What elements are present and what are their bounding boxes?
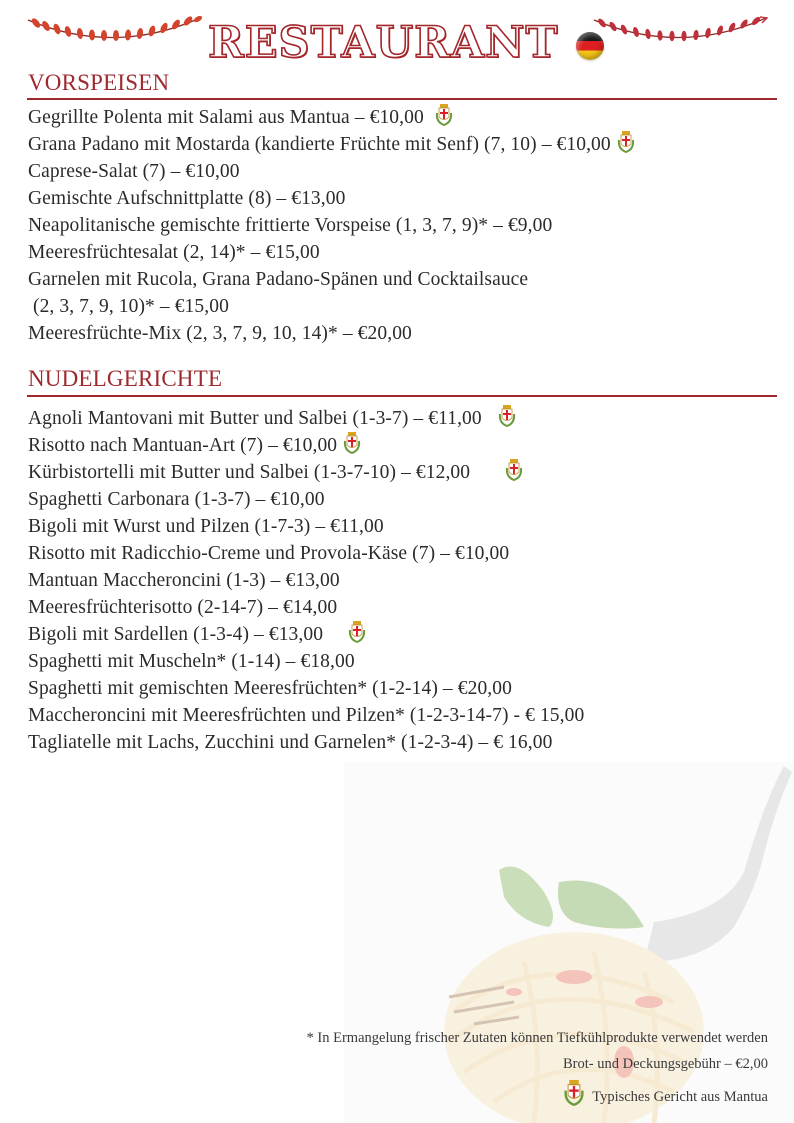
menu-item <box>28 131 636 158</box>
mantua-crest-icon <box>504 459 524 481</box>
menu-item <box>28 540 584 567</box>
menu-item-text: Bigoli mit Wurst und Pilzen (1-7-3) – €11,00 <box>28 516 384 537</box>
menu-item <box>28 158 636 185</box>
menu-list-vorspeisen <box>28 104 636 347</box>
menu-item <box>28 621 584 648</box>
menu-item-text: Meeresfrüchte-Mix (2, 3, 7, 9, 10, 14)* – €20,00 <box>28 323 412 344</box>
mantua-crest-icon <box>347 621 367 643</box>
cover-charge-note: Brot- und Deckungsgebühr – €2,00 <box>563 1056 768 1072</box>
menu-item-text: Gemischte Aufschnittplatte (8) – €13,00 <box>28 188 346 209</box>
menu-item-text: Maccheroncini mit Meeresfrüchten und Pilzen* (1-2-3-14-7) - € 15,00 <box>28 705 585 726</box>
menu-item <box>28 266 636 293</box>
menu-item <box>28 729 584 756</box>
menu-item <box>28 702 584 729</box>
menu-item <box>28 594 584 621</box>
menu-item-text: Mantuan Maccheroncini (1-3) – €13,00 <box>28 570 340 591</box>
menu-header <box>0 0 794 70</box>
section-divider <box>27 98 777 100</box>
menu-item-text: Risotto mit Radicchio-Creme und Provola-Käse (7) – €10,00 <box>28 543 510 564</box>
menu-item <box>28 486 584 513</box>
menu-item-text: Risotto nach Mantuan-Art (7) – €10,00 <box>28 435 338 456</box>
menu-item <box>28 185 636 212</box>
menu-item-text: Caprese-Salat (7) – €10,00 <box>28 161 240 182</box>
menu-item <box>28 239 636 266</box>
mantua-crest-icon <box>616 131 636 153</box>
menu-item <box>28 459 584 486</box>
menu-item-text: Spaghetti mit Muscheln* (1-14) – €18,00 <box>28 651 355 672</box>
menu-item <box>28 405 584 432</box>
menu-item <box>28 513 584 540</box>
section-heading-nudelgerichte: NUDELGERICHTE <box>28 366 223 391</box>
menu-item-text: Meeresfrüchterisotto (2-14-7) – €14,00 <box>28 597 338 618</box>
menu-item-text: Meeresfrüchtesalat (2, 14)* – €15,00 <box>28 242 320 263</box>
legend-label: Typisches Gericht aus Mantua <box>592 1089 768 1105</box>
section-divider <box>27 395 777 397</box>
menu-item-text: Spaghetti mit gemischten Meeresfrüchten* (1-2-14) – €20,00 <box>28 678 512 699</box>
menu-item <box>28 648 584 675</box>
menu-item <box>28 432 584 459</box>
restaurant-title: RESTAURANT <box>208 18 559 68</box>
menu-item-continuation <box>28 293 636 320</box>
legend-typical-dish <box>562 1080 768 1111</box>
menu-item <box>28 567 584 594</box>
mantua-crest-icon <box>497 405 517 427</box>
laurel-left-icon <box>26 14 202 46</box>
mantua-crest-icon <box>562 1080 586 1111</box>
laurel-right-icon <box>592 16 768 48</box>
menu-item-text: Garnelen mit Rucola, Grana Padano-Spänen und Cocktailsauce <box>28 269 529 290</box>
menu-item-text: Agnoli Mantovani mit Butter und Salbei (1-3-7) – €11,00 <box>28 408 482 429</box>
menu-item-text: Grana Padano mit Mostarda (kandierte Früchte mit Senf) (7, 10) – €10,00 <box>28 134 611 155</box>
mantua-crest-icon <box>342 432 362 454</box>
menu-item-text: (2, 3, 7, 9, 10)* – €15,00 <box>28 296 229 317</box>
menu-list-nudelgerichte <box>28 405 584 756</box>
section-heading-vorspeisen: VORSPEISEN <box>28 70 170 95</box>
menu-item <box>28 320 636 347</box>
menu-item-text: Tagliatelle mit Lachs, Zucchini und Garnelen* (1-2-3-4) – € 16,00 <box>28 732 553 753</box>
menu-item-text: Spaghetti Carbonara (1-3-7) – €10,00 <box>28 489 325 510</box>
menu-item-text: Bigoli mit Sardellen (1-3-4) – €13,00 <box>28 624 324 645</box>
menu-item <box>28 212 636 239</box>
frozen-products-note: * In Ermangelung frischer Zutaten können Tiefkühlprodukte verwendet werden <box>306 1030 768 1046</box>
menu-item-text: Gegrillte Polenta mit Salami aus Mantua – €10,00 <box>28 107 424 128</box>
menu-item-text: Neapolitanische gemischte frittierte Vorspeise (1, 3, 7, 9)* – €9,00 <box>28 215 553 236</box>
menu-item <box>28 675 584 702</box>
mantua-crest-icon <box>434 104 454 126</box>
menu-item-text: Kürbistortelli mit Butter und Salbei (1-3-7-10) – €12,00 <box>28 462 471 483</box>
menu-item <box>28 104 636 131</box>
